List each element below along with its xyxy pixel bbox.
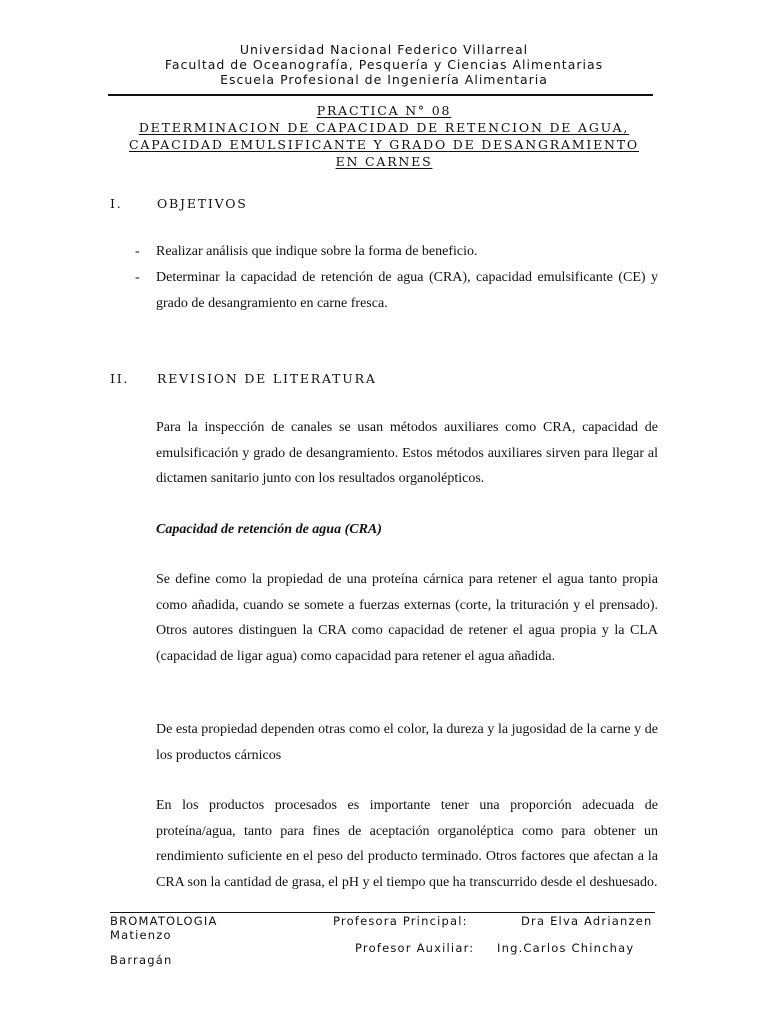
footer-aux-name-cont: Barragán <box>110 953 173 967</box>
footer-aux-name: Ing.Carlos Chinchay <box>497 941 635 955</box>
practice-number: PRACTICA N° 08 <box>316 103 452 118</box>
university-name: Universidad Nacional Federico Villarreal <box>239 42 529 57</box>
header-rule <box>108 94 653 96</box>
title-line-1: DETERMINACION DE CAPACIDAD DE RETENCION DE AGUA, <box>138 120 630 135</box>
subheading-cra: Capacidad de retención de agua (CRA) <box>156 522 382 537</box>
paragraph-intro: Para la inspección de canales se usan métodos auxiliares como CRA, capacidad de emulsificación y grado de desangramiento. Estos métodos auxiliares sirven para llegar al dictamen sanitario junto con los resultados organolépticos. <box>156 420 658 486</box>
section-1-heading: OBJETIVOS <box>157 196 248 211</box>
bullet-marker: - <box>135 270 140 285</box>
title-line-3: EN CARNES <box>335 154 433 169</box>
footer-aux-label: Profesor Auxiliar: <box>355 941 475 955</box>
footer-prof-label: Profesora Principal: <box>333 914 468 928</box>
footer-prof-name: Dra Elva Adrianzen <box>521 914 653 928</box>
section-2-number: II. <box>110 371 130 386</box>
school-name: Escuela Profesional de Ingeniería Alimentaria <box>220 72 548 87</box>
paragraph-processed-products: En los productos procesados es importante tener una proporción adecuada de proteína/agua, tanto para fines de aceptación organoléptica como para obtener un rendimiento suficiente en el peso del producto terminado. Otros factores que afectan a la CRA son la cantidad de grasa, el pH y el tiempo que ha transcurrido desde el deshuesado. <box>156 798 658 890</box>
footer-prof-name-cont: Matienzo <box>110 928 172 942</box>
footer-course: BROMATOLOGIA <box>110 914 218 928</box>
paragraph-cra-definition: Se define como la propiedad de una proteína cárnica para retener el agua tanto propia como añadida, cuando se somete a fuerzas externas (corte, la trituración y el prensado). Otros autores distinguen la CRA como capacidad de retener el agua propia y la CLA (capacidad de ligar agua) como capacidad para retener el agua añadida. <box>156 572 658 664</box>
objective-item: Realizar análisis que indique sobre la forma de beneficio. <box>156 244 478 259</box>
section-1-number: I. <box>110 196 123 211</box>
paragraph-cra-dependents: De esta propiedad dependen otras como el color, la dureza y la jugosidad de la carne y de los productos cárnicos <box>156 722 658 763</box>
objective-item: Determinar la capacidad de retención de agua (CRA), capacidad emulsificante (CE) y grado de desangramiento en carne fresca. <box>156 270 658 311</box>
footer-rule <box>110 912 655 913</box>
faculty-name: Facultad de Oceanografía, Pesquería y Ciencias Alimentarias <box>164 57 604 72</box>
bullet-marker: - <box>135 244 140 259</box>
title-line-2: CAPACIDAD EMULSIFICANTE Y GRADO DE DESANGRAMIENTO <box>129 137 639 152</box>
section-2-heading: REVISION DE LITERATURA <box>157 371 377 386</box>
